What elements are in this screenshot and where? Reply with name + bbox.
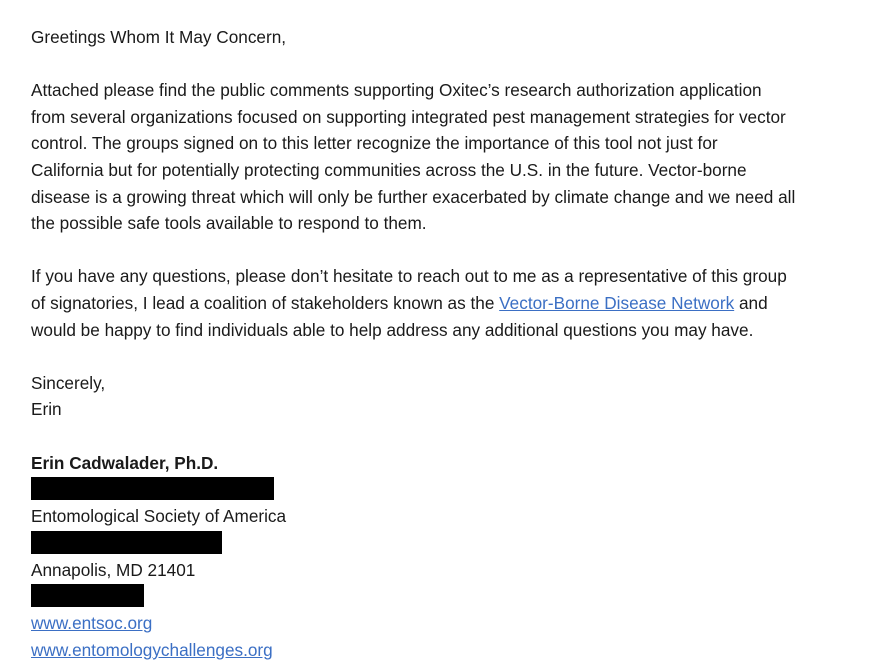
signature-address: Annapolis, MD 21401 <box>31 559 196 580</box>
entsoc-website-link[interactable]: www.entsoc.org <box>31 613 153 634</box>
paragraph-line: Attached please find the public comments supporting Oxitec’s research authorization application <box>31 80 762 101</box>
signature-name: Erin Cadwalader, Ph.D. <box>31 452 219 473</box>
paragraph-line: disease is a growing threat which will only be further exacerbated by climate change and we need all <box>31 186 796 207</box>
paragraph-text: and <box>734 292 768 313</box>
paragraph-line: from several organizations focused on supporting integrated pest management strategies for vector <box>31 106 786 127</box>
paragraph-intro <box>31 77 851 237</box>
paragraph-line: control. The groups signed on to this letter recognize the importance of this tool not just for <box>31 133 718 154</box>
closing-salutation: Sincerely, <box>31 372 106 393</box>
paragraph-line: would be happy to find individuals able to help address any additional questions you may have. <box>31 319 754 340</box>
redaction-bar <box>31 477 274 500</box>
letter-body <box>31 24 851 663</box>
paragraph-line: California but for potentially protecting communities across the U.S. in the future. Vector-borne <box>31 159 747 180</box>
paragraph-line: the possible safe tools available to respond to them. <box>31 213 427 234</box>
closing <box>31 370 851 423</box>
redaction-bar <box>31 584 144 607</box>
entomology-challenges-link[interactable]: www.entomologychallenges.org <box>31 639 273 660</box>
paragraph-line-with-link <box>31 290 851 317</box>
vector-borne-disease-network-link[interactable]: Vector-Borne Disease Network <box>499 292 735 313</box>
signature-block <box>31 450 851 664</box>
signature-organization: Entomological Society of America <box>31 506 287 527</box>
redaction-bar <box>31 531 222 554</box>
paragraph-text: of signatories, I lead a coalition of stakeholders known as the <box>31 292 500 313</box>
paragraph-line: If you have any questions, please don’t hesitate to reach out to me as a representative of this group <box>31 266 787 287</box>
greeting: Greetings Whom It May Concern, <box>31 27 287 47</box>
paragraph-contact <box>31 263 851 343</box>
closing-name: Erin <box>31 399 62 420</box>
